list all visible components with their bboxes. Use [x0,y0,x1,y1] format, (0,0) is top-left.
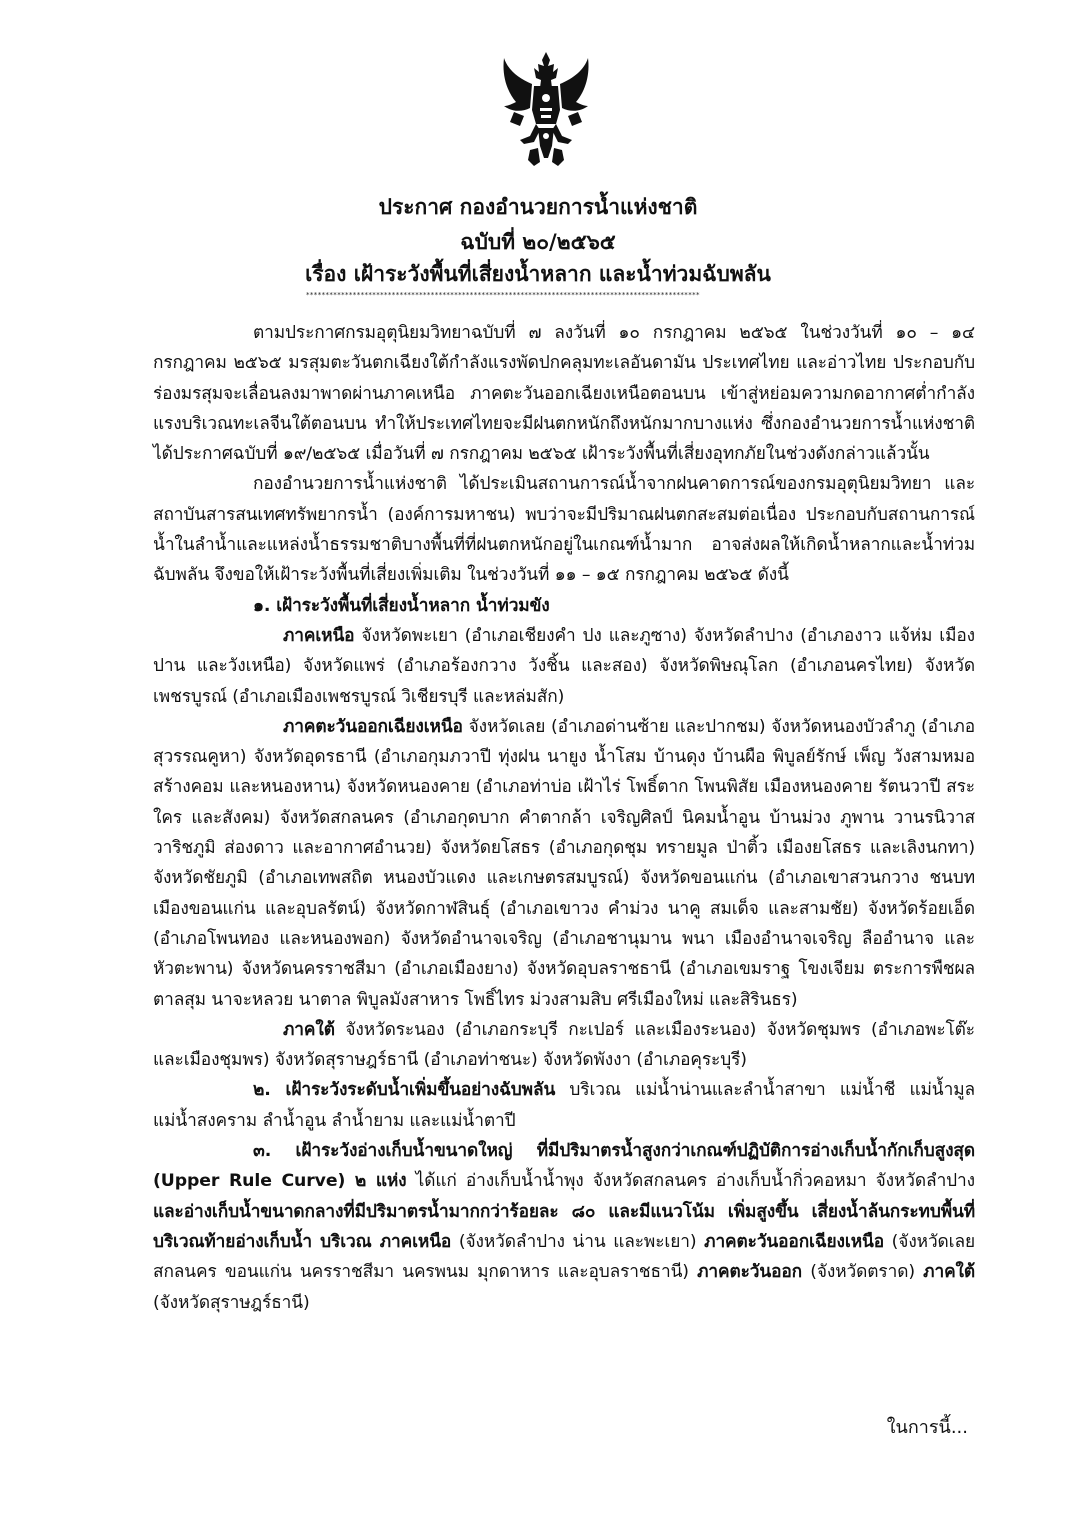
section-3-text-5: (จังหวัดสุราษฎร์ธานี) [153,1292,310,1313]
paragraph-background: ตามประกาศกรมอุตุนิยมวิทยาฉบับที่ ๗ ลงวันที่ ๑๐ กรกฎาคม ๒๕๖๕ ในช่วงวันที่ ๑๐ – ๑๔ กรกฎาคม ๒๕๖๕ มรสุมตะวันตกเฉียงใต้กำลังแรงพัดปกคลุมทะเลอันดามัน ประเทศไทย และอ่าวไทย ประกอบกับร่องมรสุมจะเลื่อนลงมาพาดผ่านภาคเหนือ ภาคตะวันออกเฉียงเหนือตอนบน เข้าสู่หย่อมความกดอากาศต่ำกำลังแรงบริเวณทะเลจีนใต้ตอนบน ทำให้ประเทศไทยจะมีฝนตกหนักถึงหนักมากบางแห่ง ซึ่งกองอำนวยการน้ำแห่งชาติ ได้ประกาศฉบับที่ ๑๙/๒๕๖๕ เมื่อวันที่ ๗ กรกฎาคม ๒๕๖๕ เฝ้าระวังพื้นที่เสี่ยงอุทกภัยในช่วงดังกล่าวแล้วนั้น [153,323,975,465]
region-south-text: จังหวัดระนอง (อำเภอกระบุรี กะเปอร์ และเมืองระนอง) จังหวัดชุมพร (อำเภอพะโต๊ะ และเมืองชุมพร) จังหวัดสุราษฎร์ธานี (อำเภอท่าชนะ) จังหวัดพังงา (อำเภอคุระบุรี) [153,1019,975,1071]
announcement-subject: เรื่อง เฝ้าระวังพื้นที่เสี่ยงน้ำหลาก และน้ำท่วมฉับพลัน [305,262,771,286]
region-north [153,621,975,712]
section-3-bold-2: และอ่างเก็บน้ำขนาดกลางที่มีปริมาตรน้ำมากกว่าร้อยละ ๘๐ และมีแนวโน้ม เพิ่มสูงขึ้น เสี่ยงน้ำล้นกระทบพื้นที่บริเวณท้ายอ่างเก็บน้ำ บริเวณ ภาคเหนือ [153,1201,975,1252]
section-3-bold-5: ภาคใต้ [923,1262,975,1283]
announcement-body [153,318,975,1318]
section-3-bold-4: ภาคตะวันออก [697,1262,803,1283]
section-2-title: ๒. เฝ้าระวังระดับน้ำเพิ่มขึ้นอย่างฉับพลัน [253,1080,556,1101]
continued-marker: ในการนี้... [886,1417,968,1438]
region-northeast [153,712,975,1015]
section-1-heading: ๑. เฝ้าระวังพื้นที่เสี่ยงน้ำหลาก น้ำท่วมขัง [253,595,550,616]
section-3-title: ๓. เฝ้าระวังอ่างเก็บน้ำขนาดใหญ่ ที่มีปริมาตรน้ำสูงกว่าเกณฑ์ปฏิบัติการอ่างเก็บน้ำกักเก็บสูงสุด (Upper Rule Curve) ๒ แห่ง [153,1141,975,1192]
announcement-title: ประกาศ กองอำนวยการน้ำแห่งชาติ [378,195,698,219]
region-south [153,1015,975,1076]
region-northeast-label: ภาคตะวันออกเฉียงเหนือ [283,716,463,737]
region-northeast-text: จังหวัดเลย (อำเภอด่านซ้าย และปากชม) จังหวัดหนองบัวลำภู (อำเภอสุวรรณคูหา) จังหวัดอุดรธานี (อำเภอกุมภวาปี ทุ่งฝน นายูง น้ำโสม บ้านดุง บ้านผือ พิบูลย์รักษ์ เพ็ญ วังสามหมอ สร้างคอม และหนองหาน) จังหวัดหนองคาย (อำเภอท่าบ่อ เฝ้าไร่ โพธิ์ตาก โพนพิสัย เมืองหนองคาย รัตนวาปี สระใคร และสังคม) จังหวัดสกลนคร (อำเภอกุดบาก คำตากล้า เจริญศิลป์ นิคมน้ำอูน บ้านม่วง ภูพาน วานรนิวาส วาริชภูมิ ส่องดาว และอากาศอำนวย) จังหวัดยโสธร (อำเภอกุดชุม ทรายมูล ป่าติ้ว เมืองยโสธร และเลิงนกทา) จังหวัดชัยภูมิ (อำเภอเทพสถิต หนองบัวแดง และเกษตรสมบูรณ์) จังหวัดขอนแก่น (อำเภอเขาสวนกวาง ชนบทเมืองขอนแก่น และอุบลรัตน์) จังหวัดกาฬสินธุ์ (อำเภอเขาวง คำม่วง นาคู สมเด็จ และสามชัย) จังหวัดร้อยเอ็ด (อำเภอโพนทอง และหนองพอก) จังหวัดอำนาจเจริญ (อำเภอชานุมาน พนา เมืองอำนาจเจริญ ลืออำนาจ และหัวตะพาน) จังหวัดนครราชสีมา (อำเภอเมืองยาง) จังหวัดอุบลราชธานี (อำเภอเขมราฐ โขงเจียม ตระการพืชผล ตาลสุม นาจะหลวย นาตาล พิบูลมังสาหาร โพธิ์ไทร ม่วงสามสิบ ศรีเมืองใหม่ และสิรินธร) [153,716,975,1010]
section-3-bold-3: ภาคตะวันออกเฉียงเหนือ [704,1231,884,1252]
section-3 [153,1136,975,1318]
region-south-label: ภาคใต้ [283,1019,335,1040]
section-3-text-4: (จังหวัดตราด) [802,1262,924,1283]
garuda-emblem-icon [494,50,598,168]
section-3-text-1: ได้แก่ อ่างเก็บน้ำน้ำพุง จังหวัดสกลนคร อ่างเก็บน้ำกิ่วคอหมา จังหวัดลำปาง [406,1171,975,1192]
section-3-text-2: (จังหวัดลำปาง น่าน และพะเยา) [451,1231,705,1252]
separator-line: ***************************************************************************************************** [306,292,700,298]
paragraph-assessment: กองอำนวยการน้ำแห่งชาติ ได้ประเมินสถานการณ์น้ำจากฝนคาดการณ์ของกรมอุตุนิยมวิทยา และสถาบันสารสนเทศทรัพยากรน้ำ (องค์การมหาชน) พบว่าจะมีปริมาณฝนตกสะสมต่อเนื่อง ประกอบกับสถานการณ์น้ำในลำน้ำและแหล่งน้ำธรรมชาติบางพื้นที่ที่ฝนตกหนักอยู่ในเกณฑ์น้ำมาก อาจส่งผลให้เกิดน้ำหลากและน้ำท่วมฉับพลัน จึงขอให้เฝ้าระวังพื้นที่เสี่ยงเพิ่มเติม ในช่วงวันที่ ๑๑ – ๑๕ กรกฎาคม ๒๕๖๕ ดังนี้ [153,474,975,586]
section-2-text: บริเวณ แม่น้ำน่านและลำน้ำสาขา แม่น้ำชี แม่น้ำมูล แม่น้ำสงคราม ลำน้ำอูน ลำน้ำยาม และแม่น้ำตาปี [153,1080,975,1131]
region-north-text: จังหวัดพะเยา (อำเภอเชียงคำ ปง และภูซาง) จังหวัดลำปาง (อำเภองาว แจ้ห่ม เมืองปาน และวังเหนือ) จังหวัดแพร่ (อำเภอร้องกวาง วังชิ้น และสอง) จังหวัดพิษณุโลก (อำเภอนครไทย) จังหวัดเพชรบูรณ์ (อำเภอเมืองเพชรบูรณ์ วิเชียรบุรี และหล่มสัก) [153,625,975,707]
region-north-label: ภาคเหนือ [283,625,355,646]
announcement-number: ฉบับที่ ๒๐/๒๕๖๕ [460,230,616,254]
section-1-title [153,591,975,621]
section-3-text-3: (จังหวัดเลย สกลนคร ขอนแก่น นครราชสีมา นครพนม มุกดาหาร และอุบลราชธานี) [153,1231,976,1283]
section-2 [153,1075,975,1136]
